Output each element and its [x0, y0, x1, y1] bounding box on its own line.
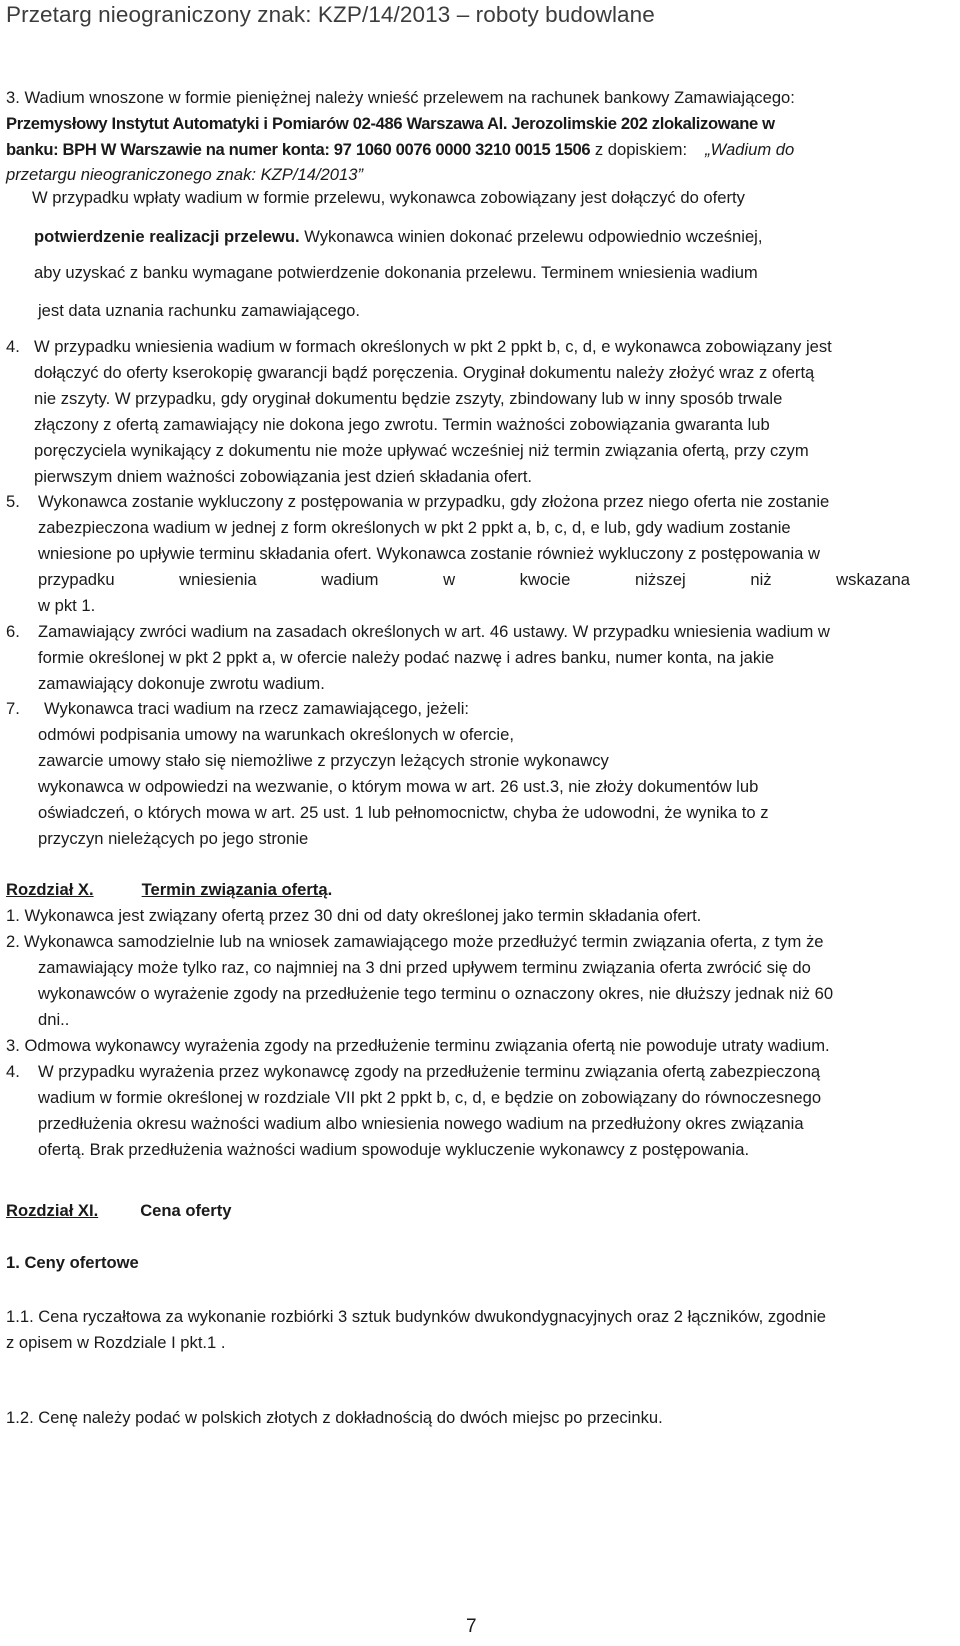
word: wskazana: [836, 570, 910, 589]
chapter-10-item-4-line-4: ofertą. Brak przedłużenia ważności wadium spowoduje wykluczenie wykonawcy z postępowania.: [38, 1140, 750, 1159]
chapter-11-title: Cena oferty: [140, 1201, 232, 1220]
paragraph-4-line-2: dołączyć do oferty kserokopię gwarancji bądź poręczenia. Oryginał dokumentu należy złożyć wraz z ofertą: [34, 363, 815, 382]
paragraph-3-line-2: Przemysłowy Instytut Automatyki i Pomiarów 02-486 Warszawa Al. Jerozolimskie 202 zlokalizowane w: [6, 114, 775, 133]
chapter-10-heading: [6, 879, 332, 901]
chapter-10-item-2-line-1: Wykonawca samodzielnie lub na wniosek zamawiającego może przedłużyć termin związania oferta, z tym że: [24, 932, 824, 951]
word: przypadku: [38, 570, 115, 589]
paragraph-1-1-line-2: z opisem w Rozdziale I pkt.1 .: [6, 1333, 226, 1352]
chapter-10-item-1: 1. Wykonawca jest związany ofertą przez 30 dni od daty określonej jako termin składania ofert.: [6, 906, 702, 925]
paragraph-3-line-3: [6, 139, 912, 161]
paragraph-3-line-6: [34, 226, 762, 248]
paragraph-3-line-5: W przypadku wpłaty wadium w formie przelewu, wykonawca zobowiązany jest dołączyć do oferty: [32, 188, 745, 207]
chapter-10-item-3: 3. Odmowa wykonawcy wyrażenia zgody na przedłużenie terminu związania ofertą nie powoduje utraty wadium.: [6, 1036, 830, 1055]
paragraph-5-line-1: Wykonawca zostanie wykluczony z postępowania w przypadku, gdy złożona przez niego oferta nie zostanie: [38, 492, 830, 511]
page-number: 7: [466, 1616, 477, 1637]
paragraph-1-2: 1.2. Cenę należy podać w polskich złotych z dokładnością do dwóch miejsc po przecinku.: [6, 1408, 663, 1427]
paragraph-3-line-7: aby uzyskać z banku wymagane potwierdzenie dokonania przelewu. Terminem wniesienia wadium: [34, 263, 758, 282]
chapter-10-item-2-number: 2.: [6, 932, 20, 951]
word: wniesienia: [179, 570, 257, 589]
paragraph-7-line-2: odmówi podpisania umowy na warunkach określonych w ofercie,: [38, 725, 514, 744]
chapter-10-item-4-line-2: wadium w formie określonej w rozdziale VII pkt 2 ppkt b, c, d, e będzie on zobowiązany do równoczesnego: [38, 1088, 822, 1107]
paragraph-6-line-1: Zamawiający zwróci wadium na zasadach określonych w art. 46 ustawy. W przypadku wniesienia wadium w: [38, 622, 830, 641]
paragraph-1-1-line-1: 1.1. Cena ryczałtowa za wykonanie rozbiórki 3 sztuk budynków dwukondygnacyjnych oraz 2 łączników, zgodnie: [6, 1307, 826, 1326]
chapter-10-item-4-number: 4.: [6, 1062, 20, 1081]
paragraph-4-line-6: pierwszym dniem ważności zobowiązania jest dzień składania ofert.: [34, 467, 533, 486]
paragraph-6-line-3: zamawiający dokonuje zwrotu wadium.: [38, 674, 325, 693]
text: W przypadku wniesienia wadium w formach określonych w pkt 2 ppkt b, c, d, e wykonawca zobowiązany jest: [34, 337, 832, 356]
word: wadium: [321, 570, 379, 589]
text-bold: potwierdzenie realizacji przelewu.: [34, 227, 300, 246]
chapter-10-title-dot: .: [327, 880, 333, 899]
page-header-title: Przetarg nieograniczony znak: KZP/14/2013 – roboty budowlane: [6, 2, 655, 27]
paragraph-7-number: 7.: [6, 699, 20, 718]
paragraph-6-line-2: formie określonej w pkt 2 ppkt a, w ofercie należy podać nazwę i adres banku, numer konta, na jakie: [38, 648, 775, 667]
text: 3. Wadium wnoszone w formie pieniężnej należy wnieść przelewem na rachunek bankowy Zamawiającego:: [6, 88, 795, 107]
chapter-11-heading: [6, 1200, 232, 1222]
chapter-10-item-2-line-3: wykonawców o wyrażenie zgody na przedłużenie tego terminu o oznaczony okres, nie dłuższy jednak niż 60: [38, 984, 834, 1003]
text-italic: „Wadium do: [705, 140, 795, 159]
paragraph-4-line-5: poręczyciela wynikający z dokumentu nie może upływać wcześniej niż termin związania ofertą, przy czym: [34, 441, 809, 460]
paragraph-7-line-3: zawarcie umowy stało się niemożliwe z przyczyn leżących stronie wykonawcy: [38, 751, 609, 770]
paragraph-5-line-5: w pkt 1.: [38, 596, 96, 615]
word: kwocie: [519, 570, 571, 589]
paragraph-7-line-1: Wykonawca traci wadium na rzecz zamawiającego, jeżeli:: [44, 699, 470, 718]
chapter-10-item-4-line-1: W przypadku wyrażenia przez wykonawcę zgody na przedłużenie terminu związania ofertą zabezpieczoną: [38, 1062, 821, 1081]
paragraph-3-line-1: [6, 87, 910, 109]
paragraph-7-line-6: przyczyn nieleżących po jego stronie: [38, 829, 309, 848]
paragraph-5-line-2: zabezpieczona wadium w jednej z form określonych w pkt 2 ppkt a, b, c, d, e lub, gdy wadium zostanie: [38, 518, 791, 537]
word: niższej: [635, 570, 686, 589]
paragraph-4-line-1: [34, 336, 910, 358]
paragraph-5-number: 5.: [6, 492, 20, 511]
subsection-ceny-ofertowe: 1. Ceny ofertowe: [6, 1253, 139, 1272]
paragraph-4-line-3: nie zszyty. W przypadku, gdy oryginał dokumentu będzie zszyty, zbindowany lub w inny sposób trwale: [34, 389, 783, 408]
chapter-10-item-2-line-4: dni..: [38, 1010, 70, 1029]
chapter-10-item-4-line-3: przedłużenia okresu ważności wadium albo wniesienia nowego wadium na przedłużony okres związania: [38, 1114, 804, 1133]
paragraph-7-line-4: wykonawca w odpowiedzi na wezwanie, o którym mowa w art. 26 ust.3, nie złoży dokumentów lub: [38, 777, 759, 796]
text: z dopiskiem:: [590, 140, 688, 159]
paragraph-5-line-3: wniesione po upływie terminu składania ofert. Wykonawca zostanie również wykluczony z postępowania w: [38, 544, 820, 563]
chapter-11-label: Rozdział XI.: [6, 1201, 99, 1220]
paragraph-4-number: 4.: [6, 337, 20, 356]
paragraph-6-number: 6.: [6, 622, 20, 641]
paragraph-7-line-5: oświadczeń, o których mowa w art. 25 ust. 1 lub pełnomocnictw, chyba że udowodni, że wynika to z: [38, 803, 769, 822]
paragraph-3-line-8: jest data uznania rachunku zamawiającego.: [38, 301, 360, 320]
word: niż: [750, 570, 772, 589]
chapter-10-title: Termin związania ofertą: [141, 880, 328, 899]
paragraph-3-line-4: przetargu nieograniczonego znak: KZP/14/2013”: [6, 165, 363, 184]
bank-account-text: banku: BPH W Warszawie na numer konta: 97 1060 0076 0000 3210 0015 1506: [6, 140, 591, 159]
word: w: [443, 570, 456, 589]
chapter-10-item-2-line-2: zamawiający może tylko raz, co najmniej na 3 dni przed upływem terminu związania oferta zwrócić się do: [38, 958, 811, 977]
text: Wykonawca winien dokonać przelewu odpowiednio wcześniej,: [299, 227, 763, 246]
paragraph-4-line-4: złączony z ofertą zamawiający nie dokona jego zwrotu. Termin ważności zobowiązania gwaranta lub: [34, 415, 770, 434]
chapter-10-label: Rozdział X.: [6, 880, 94, 899]
paragraph-5-line-4: [38, 569, 910, 591]
